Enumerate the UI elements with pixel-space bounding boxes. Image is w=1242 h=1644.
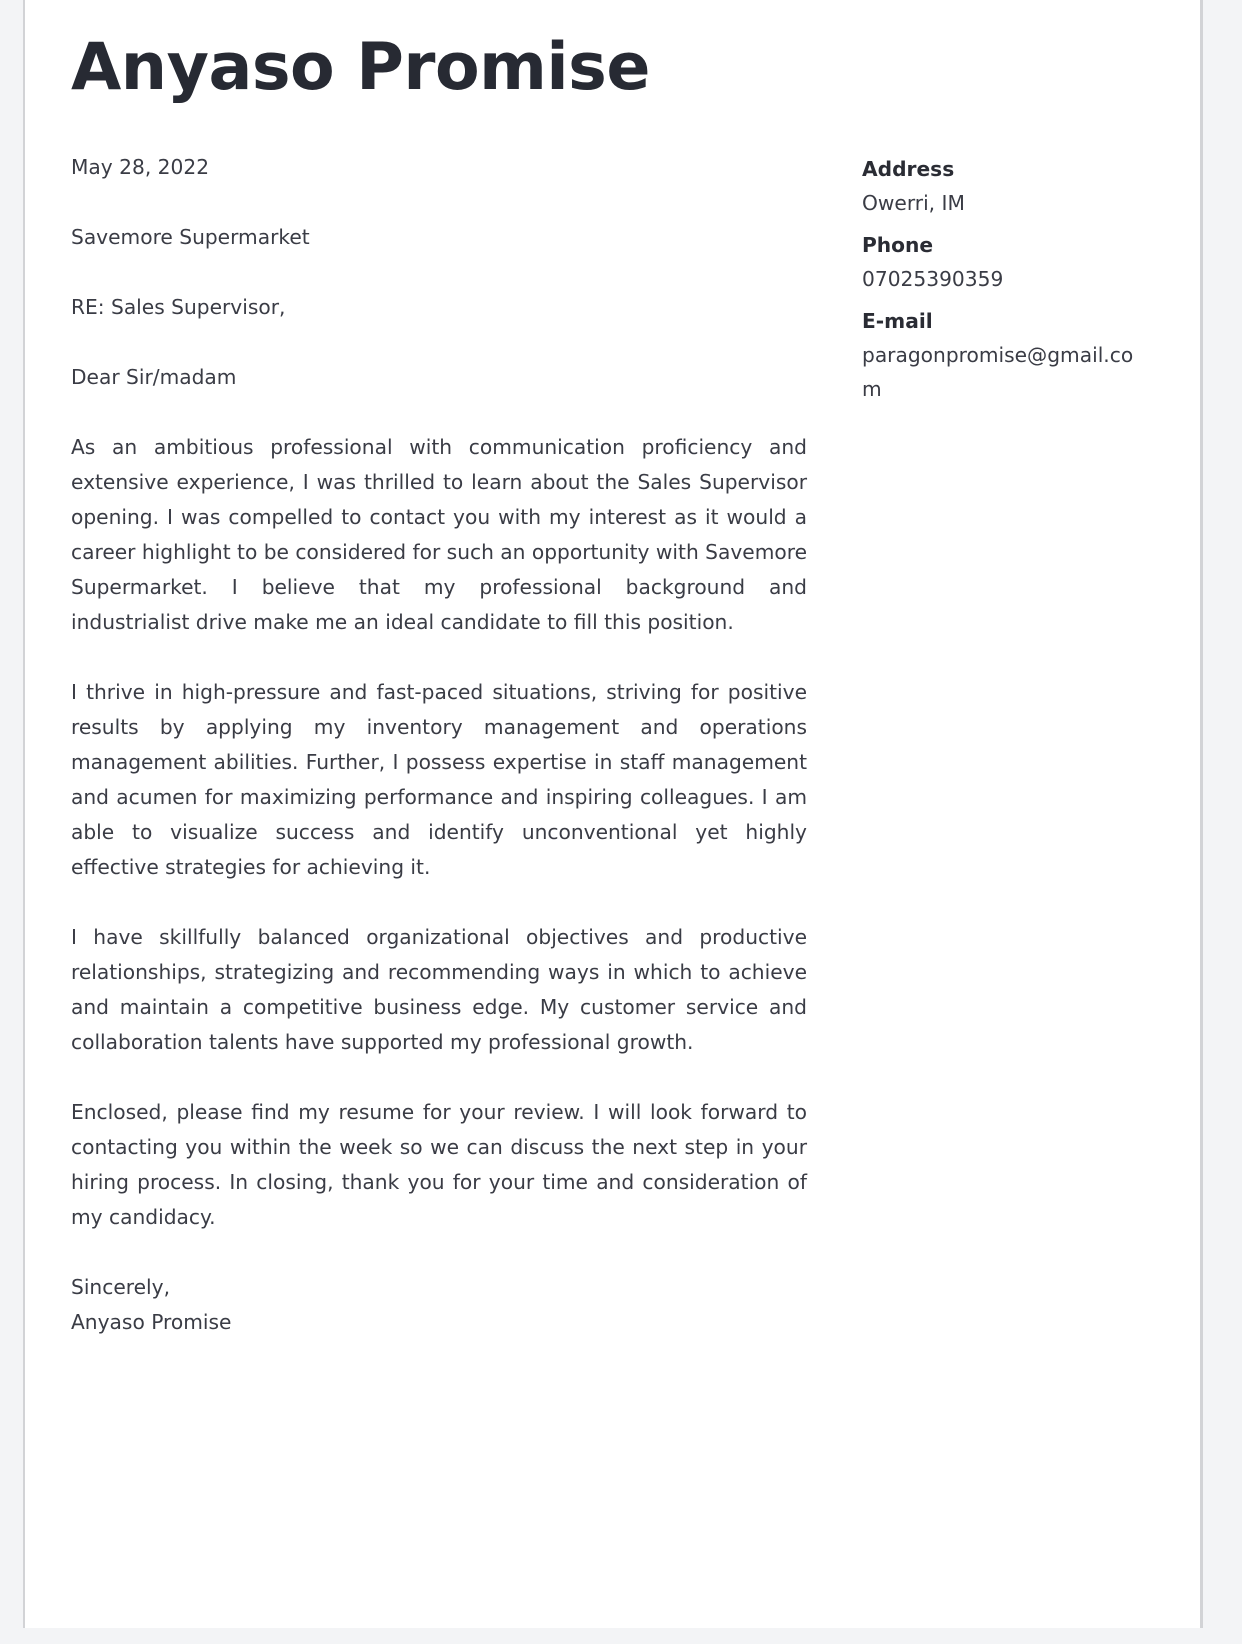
body-paragraph: Enclosed, please find my resume for your review. I will look forward to contacting you within the week so we can discuss the next step in your hiring process. In closing, thank you for your time and consideration of my candidacy.: [71, 1100, 807, 1229]
phone-label: Phone: [862, 233, 934, 257]
body-paragraph: I have skillfully balanced organizational objectives and productive relationships, strategizing and recommending ways in which to achieve and maintain a competitive business edge. My customer service and collaboration talents have supported my professional growth.: [71, 925, 807, 1054]
salutation: Dear Sir/madam: [71, 365, 237, 389]
email-value: paragonpromise@gmail.com: [862, 343, 1134, 401]
contact-sidebar: [862, 152, 1182, 414]
address-label: Address: [862, 157, 955, 181]
email-label: E-mail: [862, 309, 933, 333]
signature-name: Anyaso Promise: [71, 1310, 232, 1334]
body-paragraph: As an ambitious professional with communication proficiency and extensive experience, I was thrilled to learn about the Sales Supervisor opening. I was compelled to contact you with my interest as it would a career highlight to be considered for such an opportunity with Savemore Supermarket. I believe that my professional background and industrialist drive make me an ideal candidate to fill this position.: [71, 435, 807, 634]
body-paragraph: I thrive in high-pressure and fast-paced situations, striving for positive results by applying my inventory management and operations management abilities. Further, I possess expertise in staff management and acumen for maximizing performance and inspiring colleagues. I am able to visualize success and identify unconventional yet highly effective strategies for achieving it.: [71, 680, 807, 879]
recipient-company: Savemore Supermarket: [71, 225, 310, 249]
closing: Sincerely,: [71, 1275, 170, 1299]
re-line: RE: Sales Supervisor,: [71, 295, 286, 319]
applicant-name: Anyaso Promise: [71, 30, 650, 105]
letter-page: [23, 0, 1203, 1628]
letter-body: [71, 150, 807, 1340]
letter-date: May 28, 2022: [71, 155, 210, 179]
address-value: Owerri, IM: [862, 191, 965, 215]
phone-value: 07025390359: [862, 267, 1004, 291]
